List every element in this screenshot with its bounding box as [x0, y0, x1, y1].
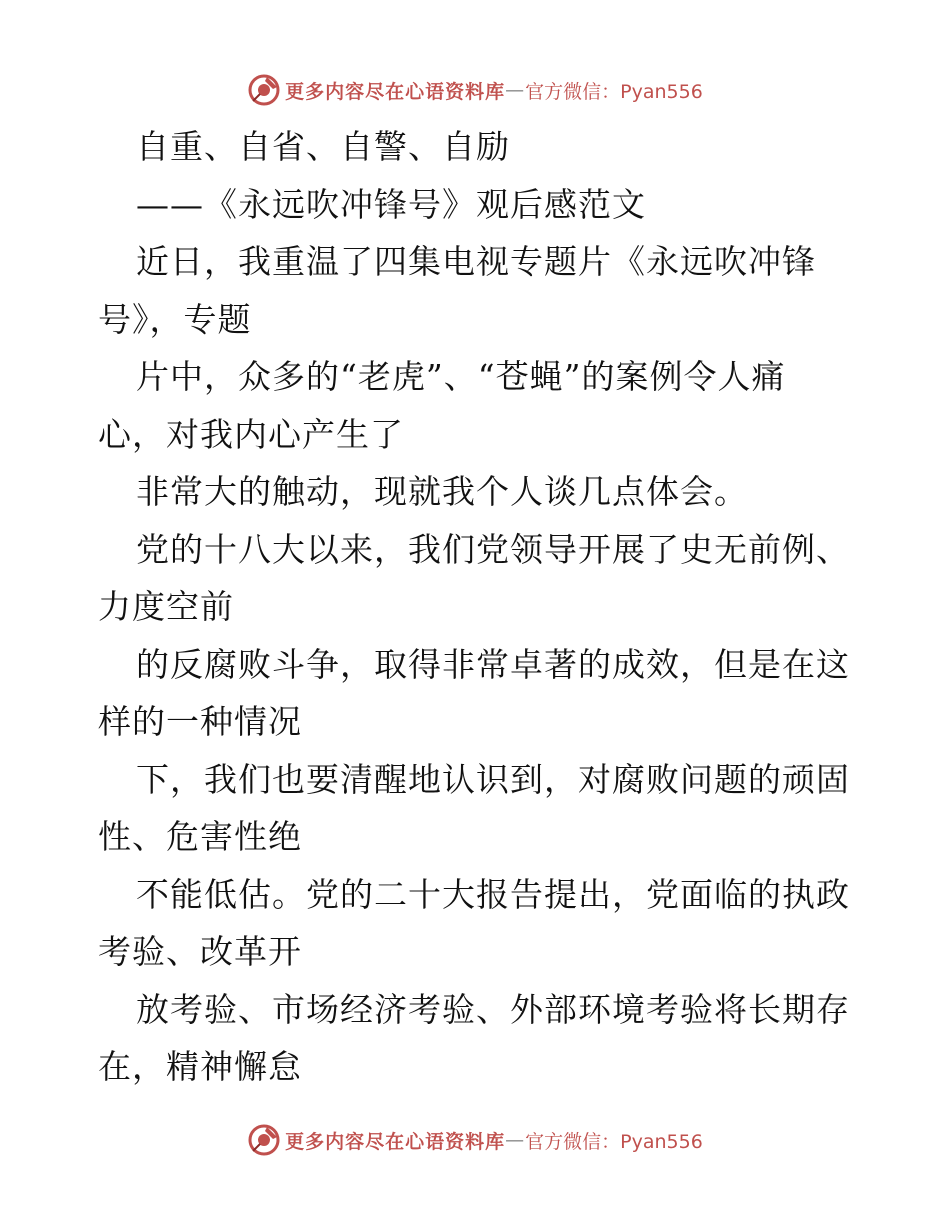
- paragraph-line: 近日，我重温了四集电视专题片《永远吹冲锋: [136, 242, 816, 281]
- header-separator: —: [505, 79, 526, 101]
- paragraph-line: 党的十八大以来，我们党领导开展了史无前例、: [136, 529, 850, 569]
- header-brand-text: 更多内容尽在心语资料库: [285, 80, 506, 103]
- footer-banner: [0, 1120, 950, 1160]
- document-subtitle: ——《永远吹冲锋号》观后感范文: [136, 184, 646, 224]
- paragraph-line: 下，我们也要清醒地认识到，对腐败问题的顽固: [136, 759, 850, 799]
- paragraph-line: 号》，专题: [98, 299, 252, 339]
- brand-logo-icon: [247, 73, 281, 107]
- document-title: 自重、自省、自警、自励: [136, 127, 510, 166]
- document-body: [98, 118, 858, 1096]
- paragraph-line: 的反腐败斗争，取得非常卓著的成效，但是在这: [136, 644, 850, 684]
- brand-logo-icon: [247, 1123, 281, 1157]
- paragraph-line: 样的一种情况: [98, 702, 302, 741]
- header-wechat-text: 官方微信：Pyan556: [525, 80, 703, 103]
- paragraph-line: 放考验、市场经济考验、外部环境考验将长期存: [136, 989, 850, 1029]
- header-banner: [0, 70, 950, 110]
- paragraph-line: 非常大的触动，现就我个人谈几点体会。: [136, 472, 748, 511]
- paragraph-line: 心，对我内心产生了: [98, 414, 404, 454]
- paragraph-line: 不能低估。党的二十大报告提出，党面临的执政: [136, 874, 850, 914]
- footer-separator: —: [505, 1129, 526, 1151]
- footer-wechat-text: 官方微信：Pyan556: [525, 1130, 703, 1153]
- footer-brand-text: 更多内容尽在心语资料库: [285, 1130, 506, 1153]
- paragraph-line: 在，精神懈怠: [98, 1047, 302, 1086]
- paragraph-line: 考验、改革开: [98, 932, 302, 971]
- paragraph-line: 力度空前: [98, 587, 234, 626]
- paragraph-line: 片中，众多的“老虎”、“苍蝇”的案例令人痛: [136, 357, 786, 396]
- paragraph-line: 性、危害性绝: [98, 817, 302, 856]
